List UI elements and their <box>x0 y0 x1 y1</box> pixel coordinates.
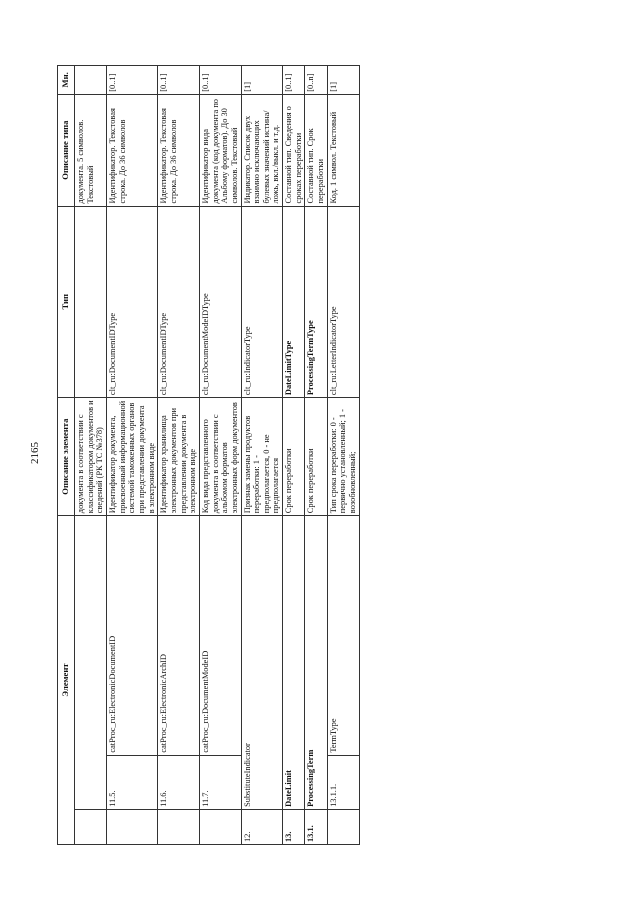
header-element: Элемент <box>58 516 75 845</box>
table-row <box>305 66 327 845</box>
page-number: 2165 <box>29 442 41 464</box>
cell-type: DateLimitType <box>283 206 305 398</box>
cell-type-description: Идентификатор. Текстовая строка. До 36 символов <box>158 94 200 206</box>
header-type: Тип <box>58 206 75 398</box>
table-row <box>283 66 305 845</box>
cell-number: 11.5. <box>106 755 157 809</box>
cell-multiplicity: [0..n] <box>305 66 327 95</box>
table-row <box>106 66 157 845</box>
cell-element-description: Срок переработки <box>283 398 305 516</box>
cell-type: clt_ru:LetterIndicatorType <box>327 206 359 398</box>
cell-type-description: Идентификатор. Текстовая строка. До 36 символов <box>106 94 157 206</box>
cell-element: ProcessingTerm <box>305 516 327 810</box>
cell-type: clt_ru:DocumentModeIDType <box>199 206 241 398</box>
cell-number: 13. <box>283 809 305 844</box>
cell-type: clt_ru:DocumentIDType <box>158 206 200 398</box>
cell-element-description: Признак замены продуктов переработки: 1 - предполагается, 0 - не предполагается <box>241 398 283 516</box>
cell-type-description: Код. 1 символ. Текстовый <box>327 94 359 206</box>
cell-type-description: Идентификатор вида документа (код документа по Альбому форматов). До 30 символов. Текстовый <box>199 94 241 206</box>
cell-element-description: Срок переработки <box>305 398 327 516</box>
table-row <box>327 66 359 845</box>
table-header-row <box>58 66 75 845</box>
cell-number: 12. <box>241 809 283 844</box>
cell-multiplicity: [0..1] <box>199 66 241 95</box>
header-type-description: Описание типа <box>58 94 75 206</box>
cell-number: 13.1. <box>305 809 327 844</box>
elements-table <box>57 65 597 845</box>
cell-number: 11.6. <box>158 755 200 809</box>
table-row <box>199 66 241 845</box>
cell-type-description: Индикатор. Список двух взаимно исключающих булевых значений истина/ложь, вкл./выкл. и т.д. <box>241 94 283 206</box>
cell-element: SubstituteIndicator <box>241 516 283 810</box>
cell-element-description: Идентификатор хранилища электронных документов при представлении документа в электронном виде <box>158 398 200 516</box>
cell-element-description: Идентификатор документа, присвоенный информационной системой таможенных органов при представлении документа в электронном виде <box>106 398 157 516</box>
cell-multiplicity: [0..1] <box>283 66 305 95</box>
table-row <box>241 66 283 845</box>
cell-multiplicity: [1] <box>327 66 359 95</box>
cell-element: DateLimit <box>283 516 305 810</box>
cell-element-description: Тип срока переработки: 0 - первично установленный; 1 - возобновленный; <box>327 398 359 516</box>
cell-number: 11.7. <box>199 755 241 809</box>
cell-element-description: документа в соответствии с классификатором документов и сведений (РК ТС №378) <box>75 398 107 516</box>
cell-multiplicity: [1] <box>241 66 283 95</box>
cell-element-description: Код вида представленного документа в соответствии с альбомом форматов электронных форм документов <box>199 398 241 516</box>
header-element-description: Описание элемента <box>58 398 75 516</box>
cell-type: clt_ru:IndicatorType <box>241 206 283 398</box>
structure-table <box>57 65 360 845</box>
cell-type: clt_ru:DocumentIDType <box>106 206 157 398</box>
cell-element: catProc_ru:DocumentModeID <box>199 516 241 755</box>
cell-type: ProcessingTermType <box>305 206 327 398</box>
cell-element: TermType <box>327 516 359 755</box>
cell-element: catProc_ru:ElectronicArchID <box>158 516 200 755</box>
cell-type-description: Составной тип. Срок переработки <box>305 94 327 206</box>
header-multiplicity: Мн. <box>58 66 75 95</box>
table-row <box>75 66 107 845</box>
table-row <box>158 66 200 845</box>
cell-multiplicity: [0..1] <box>158 66 200 95</box>
cell-multiplicity: [0..1] <box>106 66 157 95</box>
cell-element: catProc_ru:ElectronicDocumentID <box>106 516 157 755</box>
cell-type-description: документа. 5 символов. Текстовый <box>75 94 107 206</box>
cell-type-description: Составной тип. Сведения о сроках переработки <box>283 94 305 206</box>
cell-number: 13.1.1. <box>327 755 359 809</box>
